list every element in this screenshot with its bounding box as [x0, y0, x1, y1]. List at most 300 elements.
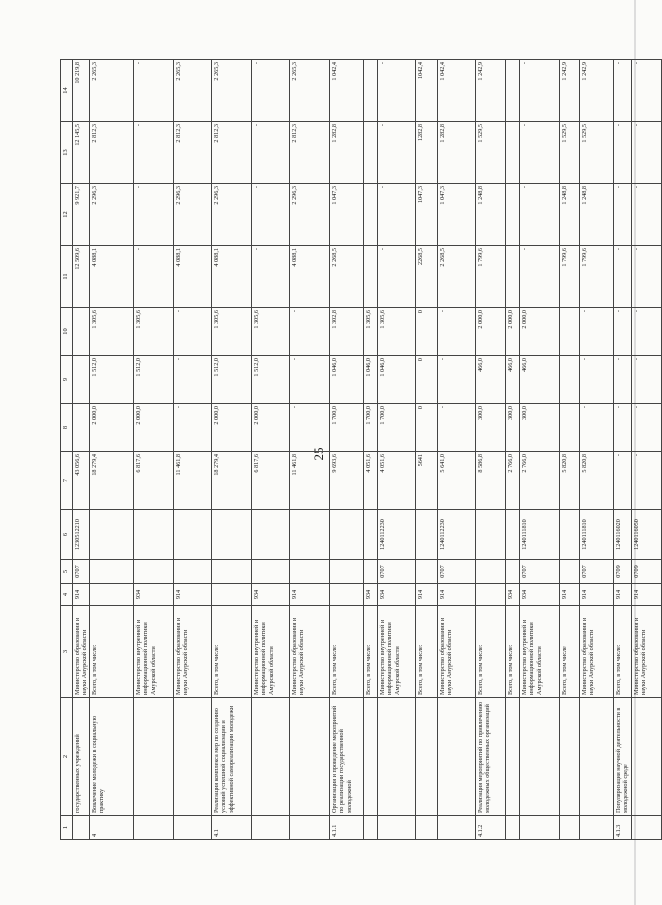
year-2017-cell: - [378, 246, 416, 308]
table-row [580, 60, 614, 840]
year-2018-cell: 2 296,3 [90, 184, 134, 246]
row-number-cell [438, 816, 476, 840]
total-amount-cell: 8 586,8 [476, 452, 506, 510]
target-article-cell: 1240112230 [438, 510, 476, 560]
grbs-code-cell: 914 [632, 584, 662, 606]
table-row [174, 60, 212, 840]
measure-name-cell [506, 698, 520, 816]
executor-cell: Министерство образования и науки Амурской области [438, 606, 476, 698]
executor-cell: Министерство образования и науки Амурской области [290, 606, 330, 698]
year-2014-cell: 300,0 [506, 404, 520, 452]
measure-name-cell [378, 698, 416, 816]
row-number-cell [378, 816, 416, 840]
year-2017-cell: 1 799,6 [580, 246, 614, 308]
year-2015-cell: - [580, 356, 614, 404]
target-article-cell [290, 510, 330, 560]
measure-name-cell: Реализация комплекса мер по созданию условий успешной социализации и эффективной самореализации молодежи [212, 698, 252, 816]
grbs-code-cell: 934 [520, 584, 560, 606]
year-2014-cell: 300,0 [520, 404, 560, 452]
executor-cell: Министерство внутренней и информационной политики Амурской области [520, 606, 560, 698]
total-amount-cell: 6 817,6 [134, 452, 174, 510]
table-row [520, 60, 560, 840]
year-2018-cell: - [252, 184, 290, 246]
row-number-cell: 4.1 [212, 816, 252, 840]
year-2018-cell: 9 921,7 [73, 184, 90, 246]
table-row [560, 60, 580, 840]
year-2014-cell: 2 000,0 [90, 404, 134, 452]
year-2015-cell: 1 046,0 [364, 356, 378, 404]
row-number-cell [580, 816, 614, 840]
col-header: 4 [61, 584, 73, 606]
year-2015-cell: 0 [416, 356, 438, 404]
year-2014-cell: - [438, 404, 476, 452]
col-header: 5 [61, 560, 73, 584]
year-2016-cell: 1 302,8 [330, 308, 364, 356]
grbs-code-cell: 914 [580, 584, 614, 606]
total-amount-cell: 5 641,0 [438, 452, 476, 510]
col-header: 1 [61, 816, 73, 840]
year-2014-cell [560, 404, 580, 452]
year-2019-cell: 1 529,5 [476, 122, 506, 184]
measure-name-cell [632, 698, 662, 816]
executor-cell: Министерство внутренней и информационной политики Амурской области [252, 606, 290, 698]
measure-name-cell: Организация и проведение мероприятий по реализации государственной молодежной [330, 698, 364, 816]
col-header: 9 [61, 356, 73, 404]
measure-name-cell: Популяризация научной деятельности в молодежной среде [614, 698, 632, 816]
row-number-cell: 4.1.1 [330, 816, 364, 840]
grbs-code-cell: 934 [134, 584, 174, 606]
col-header: 14 [61, 60, 73, 122]
year-2017-cell: 4 088,1 [174, 246, 212, 308]
total-amount-cell: 2 766,0 [520, 452, 560, 510]
grbs-code-cell [212, 584, 252, 606]
row-number-cell [252, 816, 290, 840]
target-article-cell [252, 510, 290, 560]
year-2014-cell: 0 [416, 404, 438, 452]
year-2019-cell [364, 122, 378, 184]
grbs-code-cell: 914 [416, 584, 438, 606]
total-amount-cell: 5 820,8 [560, 452, 580, 510]
row-number-cell [134, 816, 174, 840]
target-article-cell [506, 510, 520, 560]
year-2020-cell: 2 265,3 [174, 60, 212, 122]
total-amount-cell: - [614, 452, 632, 510]
year-2017-cell: - [520, 246, 560, 308]
table-row [506, 60, 520, 840]
year-2019-cell: 2 812,3 [90, 122, 134, 184]
total-amount-cell: 18 279,4 [90, 452, 134, 510]
year-2018-cell: - [632, 184, 662, 246]
total-amount-cell: 18 279,4 [212, 452, 252, 510]
year-2017-cell: 4 088,1 [290, 246, 330, 308]
year-2020-cell: 1 242,9 [476, 60, 506, 122]
section-code-cell: 0709 [632, 560, 662, 584]
year-2014-cell: 2 000,0 [134, 404, 174, 452]
year-2016-cell: 0 [416, 308, 438, 356]
table-row [134, 60, 174, 840]
grbs-code-cell: 914 [290, 584, 330, 606]
year-2015-cell: 1 046,0 [330, 356, 364, 404]
measure-name-cell: государственных учреждений [73, 698, 90, 816]
year-2019-cell: 2 812,3 [290, 122, 330, 184]
year-2020-cell: 1 242,9 [580, 60, 614, 122]
executor-cell: Всего, в том числе [560, 606, 580, 698]
page-number: 25 [311, 447, 326, 461]
section-code-cell: 0707 [378, 560, 416, 584]
year-2015-cell: 1 512,0 [90, 356, 134, 404]
year-2014-cell: - [290, 404, 330, 452]
target-article-cell [174, 510, 212, 560]
section-code-cell [506, 560, 520, 584]
year-2015-cell: 1 512,0 [134, 356, 174, 404]
target-article-cell [476, 510, 506, 560]
year-2019-cell: 1 282,8 [438, 122, 476, 184]
col-header: 6 [61, 510, 73, 560]
year-2016-cell: 1 305,6 [252, 308, 290, 356]
year-2019-cell: 1 529,5 [580, 122, 614, 184]
table-row [212, 60, 252, 840]
year-2018-cell: 1 047,3 [330, 184, 364, 246]
grbs-code-cell: 914 [614, 584, 632, 606]
year-2019-cell: 1 529,5 [560, 122, 580, 184]
year-2014-cell: - [632, 404, 662, 452]
year-2015-cell: - [614, 356, 632, 404]
target-article-cell: 1240116050 [632, 510, 662, 560]
col-header: 8 [61, 404, 73, 452]
year-2017-cell: 2268,5 [416, 246, 438, 308]
year-2014-cell: 2 000,0 [212, 404, 252, 452]
year-2016-cell: 2 000,0 [506, 308, 520, 356]
year-2014-cell: 2 000,0 [252, 404, 290, 452]
year-2020-cell: - [520, 60, 560, 122]
year-2015-cell: 1 046,0 [378, 356, 416, 404]
target-article-cell [90, 510, 134, 560]
year-2015-cell [560, 356, 580, 404]
year-2018-cell: - [378, 184, 416, 246]
col-header: 12 [61, 184, 73, 246]
grbs-code-cell: 914 [560, 584, 580, 606]
year-2014-cell: - [174, 404, 212, 452]
year-2016-cell: 1 305,6 [212, 308, 252, 356]
year-2015-cell: - [174, 356, 212, 404]
year-2017-cell: 4 088,1 [212, 246, 252, 308]
year-2016-cell: 1 305,6 [378, 308, 416, 356]
year-2020-cell: 2 265,3 [290, 60, 330, 122]
year-2018-cell: 1 047,3 [438, 184, 476, 246]
year-2016-cell: - [438, 308, 476, 356]
row-number-cell: 4.1.3 [614, 816, 632, 840]
year-2018-cell: 2 296,3 [174, 184, 212, 246]
year-2015-cell: - [632, 356, 662, 404]
year-2017-cell: 12 509,6 [73, 246, 90, 308]
total-amount-cell: 11 461,8 [290, 452, 330, 510]
measure-name-cell [290, 698, 330, 816]
grbs-code-cell: 934 [506, 584, 520, 606]
total-amount-cell: 5 820,8 [580, 452, 614, 510]
grbs-code-cell: 934 [364, 584, 378, 606]
year-2016-cell: - [174, 308, 212, 356]
year-2020-cell: - [378, 60, 416, 122]
col-header: 3 [61, 606, 73, 698]
budget-table [60, 59, 662, 840]
table-row [364, 60, 378, 840]
target-article-cell: 1230512210 [73, 510, 90, 560]
section-code-cell: 0707 [438, 560, 476, 584]
total-amount-cell: 43 056,6 [73, 452, 90, 510]
total-amount-cell: 4 051,6 [378, 452, 416, 510]
total-amount-cell: - [632, 452, 662, 510]
row-number-cell [416, 816, 438, 840]
measure-name-cell [252, 698, 290, 816]
target-article-cell [330, 510, 364, 560]
rotated-table-container [60, 60, 648, 840]
measure-name-cell [134, 698, 174, 816]
year-2019-cell: - [134, 122, 174, 184]
target-article-cell: 1240116020 [614, 510, 632, 560]
executor-cell: Всего, в том числе: [614, 606, 632, 698]
table-row [290, 60, 330, 840]
section-code-cell [560, 560, 580, 584]
executor-cell: Министерство образования и науки Амурской области [580, 606, 614, 698]
total-amount-cell: 6 817,6 [252, 452, 290, 510]
year-2015-cell: 466,0 [476, 356, 506, 404]
year-2020-cell: 1 242,9 [560, 60, 580, 122]
year-2017-cell: - [614, 246, 632, 308]
year-2015-cell: 1 512,0 [252, 356, 290, 404]
year-2019-cell: 12 145,5 [73, 122, 90, 184]
year-2019-cell: - [520, 122, 560, 184]
target-article-cell [416, 510, 438, 560]
year-2016-cell: 1 305,6 [90, 308, 134, 356]
year-2015-cell: - [290, 356, 330, 404]
year-2015-cell: - [438, 356, 476, 404]
grbs-code-cell: 914 [73, 584, 90, 606]
year-2017-cell: - [252, 246, 290, 308]
row-number-cell [560, 816, 580, 840]
year-2018-cell [364, 184, 378, 246]
measure-name-cell: Реализация мероприятий по привлечению молодежных общественных организаций [476, 698, 506, 816]
year-2016-cell [73, 308, 90, 356]
section-code-cell [134, 560, 174, 584]
target-article-cell: 1240112230 [378, 510, 416, 560]
year-2017-cell [364, 246, 378, 308]
measure-name-cell [580, 698, 614, 816]
year-2020-cell: 1 042,4 [330, 60, 364, 122]
target-article-cell: 1240111810 [580, 510, 614, 560]
col-header: 2 [61, 698, 73, 816]
measure-name-cell [174, 698, 212, 816]
year-2020-cell [506, 60, 520, 122]
target-article-cell [364, 510, 378, 560]
year-2015-cell: 1 512,0 [212, 356, 252, 404]
column-number-row [61, 60, 73, 840]
executor-cell: Всего, в том числе: [506, 606, 520, 698]
section-code-cell: 0709 [614, 560, 632, 584]
total-amount-cell: 11 461,8 [174, 452, 212, 510]
year-2019-cell: - [252, 122, 290, 184]
year-2020-cell: - [614, 60, 632, 122]
year-2020-cell: - [252, 60, 290, 122]
year-2015-cell: 466,0 [506, 356, 520, 404]
executor-cell: Министерство образования и науки Амурской области [174, 606, 212, 698]
year-2019-cell: 2 812,3 [174, 122, 212, 184]
row-number-cell [174, 816, 212, 840]
grbs-code-cell [90, 584, 134, 606]
year-2019-cell: 1 282,8 [330, 122, 364, 184]
grbs-code-cell: 934 [378, 584, 416, 606]
total-amount-cell: 5641 [416, 452, 438, 510]
year-2019-cell: 1282,8 [416, 122, 438, 184]
year-2014-cell [73, 404, 90, 452]
year-2018-cell: 2 296,3 [290, 184, 330, 246]
year-2018-cell: - [520, 184, 560, 246]
year-2018-cell [506, 184, 520, 246]
year-2016-cell: 1 305,6 [364, 308, 378, 356]
section-code-cell [252, 560, 290, 584]
year-2017-cell: - [134, 246, 174, 308]
col-header: 10 [61, 308, 73, 356]
year-2014-cell: - [580, 404, 614, 452]
col-header: 7 [61, 452, 73, 510]
year-2019-cell: - [378, 122, 416, 184]
year-2016-cell: - [614, 308, 632, 356]
row-number-cell [632, 816, 662, 840]
table-row [416, 60, 438, 840]
year-2018-cell: 1 248,8 [580, 184, 614, 246]
grbs-code-cell [330, 584, 364, 606]
year-2016-cell [560, 308, 580, 356]
year-2020-cell: 1042,4 [416, 60, 438, 122]
measure-name-cell [364, 698, 378, 816]
executor-cell: Всего, в том числе: [330, 606, 364, 698]
year-2019-cell: - [614, 122, 632, 184]
row-number-cell: 4.1.2 [476, 816, 506, 840]
row-number-cell [364, 816, 378, 840]
year-2018-cell: 1047,3 [416, 184, 438, 246]
year-2014-cell: 300,0 [476, 404, 506, 452]
table-row [476, 60, 506, 840]
year-2019-cell: 2 812,3 [212, 122, 252, 184]
col-header: 13 [61, 122, 73, 184]
year-2019-cell [506, 122, 520, 184]
year-2020-cell: 2 265,3 [212, 60, 252, 122]
section-code-cell: 0707 [520, 560, 560, 584]
year-2020-cell: 10 219,8 [73, 60, 90, 122]
year-2016-cell: 2 000,0 [520, 308, 560, 356]
year-2018-cell: 1 248,8 [560, 184, 580, 246]
target-article-cell [560, 510, 580, 560]
section-code-cell [290, 560, 330, 584]
target-article-cell: 1240111810 [520, 510, 560, 560]
grbs-code-cell: 934 [252, 584, 290, 606]
measure-name-cell [416, 698, 438, 816]
row-number-cell [73, 816, 90, 840]
grbs-code-cell: 914 [438, 584, 476, 606]
section-code-cell [416, 560, 438, 584]
year-2016-cell: - [580, 308, 614, 356]
year-2014-cell: 1 700,0 [364, 404, 378, 452]
year-2014-cell: - [614, 404, 632, 452]
table-row [614, 60, 632, 840]
target-article-cell [134, 510, 174, 560]
year-2014-cell: 1 700,0 [330, 404, 364, 452]
year-2020-cell: 1 042,4 [438, 60, 476, 122]
year-2015-cell: 466,0 [520, 356, 560, 404]
executor-cell: Всего, в том числе: [476, 606, 506, 698]
year-2014-cell: 1 700,0 [378, 404, 416, 452]
executor-cell: Всего, в том числе: [364, 606, 378, 698]
section-code-cell [364, 560, 378, 584]
total-amount-cell: 4 051,6 [364, 452, 378, 510]
year-2018-cell: - [134, 184, 174, 246]
row-number-cell [290, 816, 330, 840]
year-2019-cell: - [632, 122, 662, 184]
year-2016-cell: 1 305,6 [134, 308, 174, 356]
executor-cell: Министерство образования и науки Амурской области [73, 606, 90, 698]
executor-cell: Всего, в том числе: [416, 606, 438, 698]
row-number-cell: 4 [90, 816, 134, 840]
row-number-cell [506, 816, 520, 840]
target-article-cell [212, 510, 252, 560]
measure-name-cell: Вовлечение молодежи в социальную практику [90, 698, 134, 816]
table-row [252, 60, 290, 840]
table-row [378, 60, 416, 840]
year-2017-cell: - [632, 246, 662, 308]
year-2017-cell: 2 268,5 [438, 246, 476, 308]
table-row [632, 60, 662, 840]
total-amount-cell: 2 766,0 [506, 452, 520, 510]
year-2020-cell: - [632, 60, 662, 122]
section-code-cell: 0707 [580, 560, 614, 584]
year-2016-cell: - [632, 308, 662, 356]
year-2018-cell: - [614, 184, 632, 246]
year-2017-cell: 1 799,6 [476, 246, 506, 308]
year-2017-cell: 4 088,1 [90, 246, 134, 308]
year-2015-cell [73, 356, 90, 404]
section-code-cell [90, 560, 134, 584]
executor-cell: Министерство внутренней и информационной политики Амурской области [378, 606, 416, 698]
grbs-code-cell: 914 [174, 584, 212, 606]
year-2017-cell [506, 246, 520, 308]
table-row [73, 60, 90, 840]
measure-name-cell [520, 698, 560, 816]
section-code-cell [174, 560, 212, 584]
table-row [438, 60, 476, 840]
year-2016-cell: 2 000,0 [476, 308, 506, 356]
col-header: 11 [61, 246, 73, 308]
section-code-cell [212, 560, 252, 584]
executor-cell: Министерство внутренней и информационной политики Амурской области [134, 606, 174, 698]
table-row [330, 60, 364, 840]
year-2018-cell: 2 296,3 [212, 184, 252, 246]
measure-name-cell [438, 698, 476, 816]
section-code-cell [476, 560, 506, 584]
year-2018-cell: 1 248,8 [476, 184, 506, 246]
year-2020-cell: - [134, 60, 174, 122]
section-code-cell [330, 560, 364, 584]
table-row [90, 60, 134, 840]
measure-name-cell [560, 698, 580, 816]
executor-cell: Всего, в том числе: [90, 606, 134, 698]
section-code-cell: 0707 [73, 560, 90, 584]
executor-cell: Всего, в том числе: [212, 606, 252, 698]
year-2020-cell [364, 60, 378, 122]
executor-cell: Министерство образования и науки Амурской области [632, 606, 662, 698]
year-2017-cell: 2 268,5 [330, 246, 364, 308]
row-number-cell [520, 816, 560, 840]
total-amount-cell: 9 693,6 [330, 452, 364, 510]
year-2017-cell: 1 799,6 [560, 246, 580, 308]
